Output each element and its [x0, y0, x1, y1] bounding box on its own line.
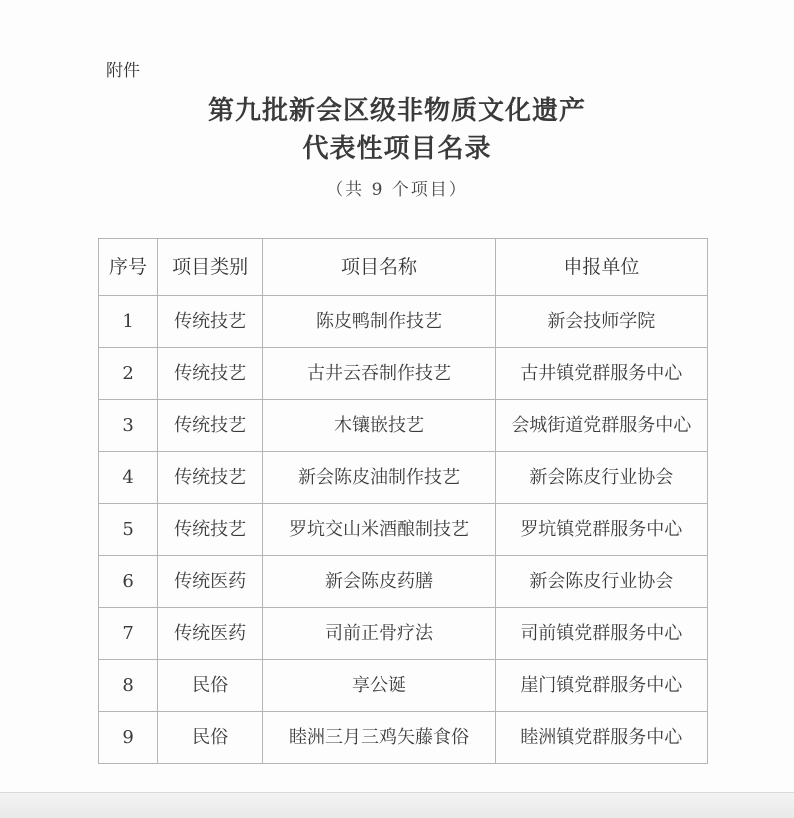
- heritage-projects-table: [98, 238, 708, 764]
- document-title-line2: 代表性项目名录: [302, 134, 492, 164]
- table-row: [99, 348, 708, 400]
- cell-applicant-unit: 古井镇党群服务中心: [495, 348, 707, 400]
- cell-applicant-unit: 睦洲镇党群服务中心: [495, 712, 707, 764]
- cell-project-name: 睦洲三月三鸡矢藤食俗: [263, 712, 495, 764]
- cell-project-category: 民俗: [158, 660, 263, 712]
- header-project-category: 项目类别: [158, 239, 263, 296]
- cell-applicant-unit: 新会陈皮行业协会: [495, 556, 707, 608]
- cell-project-name: 古井云吞制作技艺: [263, 348, 495, 400]
- cell-applicant-unit: 新会技师学院: [495, 296, 707, 348]
- table-row: [99, 660, 708, 712]
- cell-project-name: 罗坑交山米酒酿制技艺: [263, 504, 495, 556]
- cell-applicant-unit: 司前镇党群服务中心: [495, 608, 707, 660]
- cell-project-category: 传统技艺: [158, 504, 263, 556]
- header-project-name: 项目名称: [263, 239, 495, 296]
- cell-serial-number: 5: [99, 504, 158, 556]
- cell-project-name: 陈皮鸭制作技艺: [263, 296, 495, 348]
- table-row: [99, 296, 708, 348]
- cell-applicant-unit: 新会陈皮行业协会: [495, 452, 707, 504]
- cell-project-name: 木镶嵌技艺: [263, 400, 495, 452]
- cell-serial-number: 1: [99, 296, 158, 348]
- cell-applicant-unit: 崖门镇党群服务中心: [495, 660, 707, 712]
- cell-project-name: 司前正骨疗法: [263, 608, 495, 660]
- cell-serial-number: 4: [99, 452, 158, 504]
- cell-project-category: 传统医药: [158, 556, 263, 608]
- cell-serial-number: 6: [99, 556, 158, 608]
- page-bottom-edge: [0, 792, 794, 818]
- cell-project-category: 传统技艺: [158, 348, 263, 400]
- cell-serial-number: 7: [99, 608, 158, 660]
- cell-applicant-unit: 会城街道党群服务中心: [495, 400, 707, 452]
- table-row: [99, 608, 708, 660]
- cell-project-name: 新会陈皮油制作技艺: [263, 452, 495, 504]
- table-row: [99, 452, 708, 504]
- cell-project-category: 传统技艺: [158, 296, 263, 348]
- cell-applicant-unit: 罗坑镇党群服务中心: [495, 504, 707, 556]
- cell-project-category: 传统技艺: [158, 452, 263, 504]
- cell-serial-number: 3: [99, 400, 158, 452]
- table-row: [99, 712, 708, 764]
- cell-serial-number: 2: [99, 348, 158, 400]
- table-row: [99, 504, 708, 556]
- table-header-row: [99, 239, 708, 296]
- header-serial-number: 序号: [99, 239, 158, 296]
- cell-serial-number: 9: [99, 712, 158, 764]
- document-subtitle: （共 9 个项目）: [326, 180, 468, 200]
- cell-project-name: 新会陈皮药膳: [263, 556, 495, 608]
- table-row: [99, 556, 708, 608]
- attachment-label: 附件: [106, 61, 140, 81]
- document-title-line1: 第九批新会区级非物质文化遗产: [207, 96, 586, 126]
- cell-serial-number: 8: [99, 660, 158, 712]
- header-applicant-unit: 申报单位: [495, 239, 707, 296]
- cell-project-name: 享公诞: [263, 660, 495, 712]
- cell-project-category: 传统医药: [158, 608, 263, 660]
- table-row: [99, 400, 708, 452]
- cell-project-category: 民俗: [158, 712, 263, 764]
- cell-project-category: 传统技艺: [158, 400, 263, 452]
